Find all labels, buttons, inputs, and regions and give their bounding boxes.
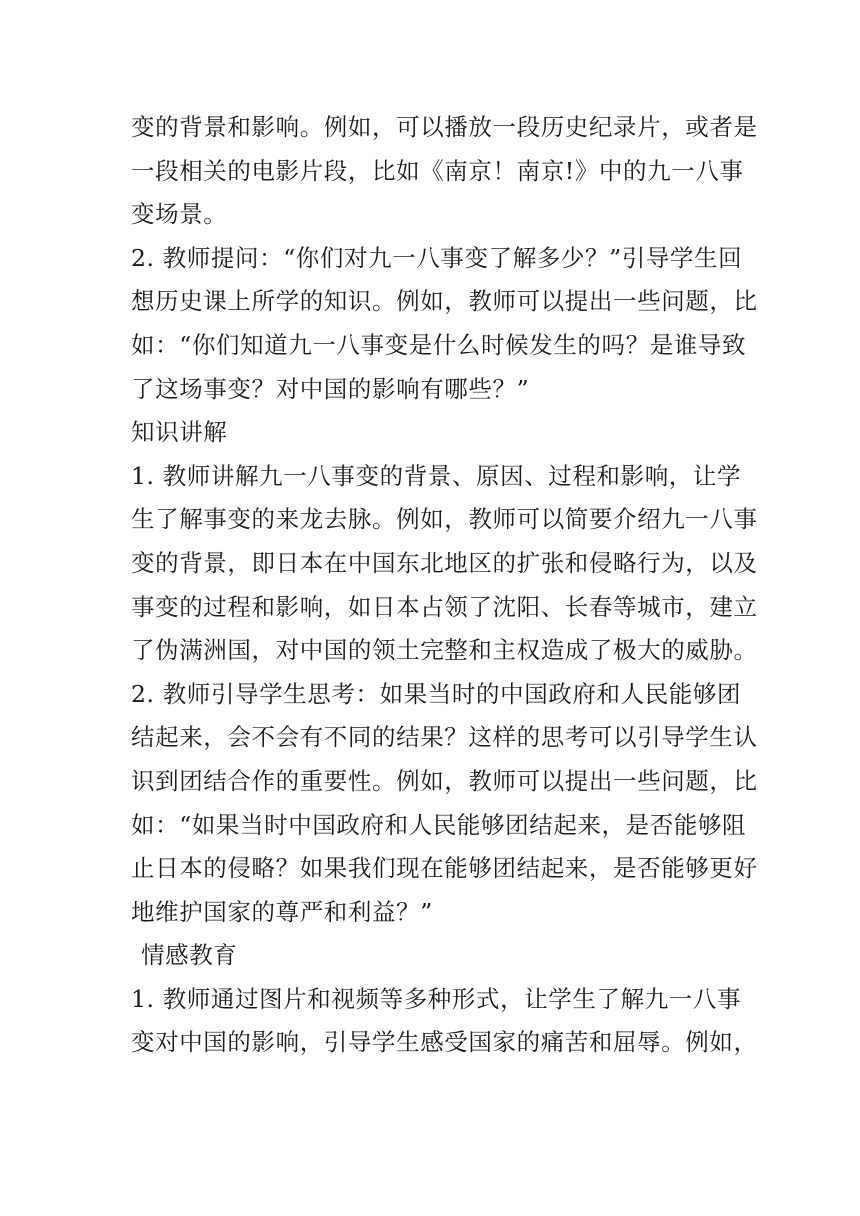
section-heading: 知识讲解	[131, 418, 228, 447]
section-heading: 情感教育	[141, 941, 238, 970]
text-line: 想历史课上所学的知识。例如，教师可以提出一些问题，比	[131, 287, 758, 316]
text-line: 如：“你们知道九一八事变是什么时候发生的吗？是谁导致	[131, 330, 747, 359]
text-line: 生了解事变的来龙去脉。例如，教师可以简要介绍九一八事	[131, 505, 758, 534]
text-line: 1. 教师讲解九一八事变的背景、原因、过程和影响，让学	[131, 461, 742, 490]
text-line: 1. 教师通过图片和视频等多种形式，让学生了解九一八事	[131, 984, 742, 1013]
text-line: 地维护国家的尊严和利益？”	[131, 897, 433, 926]
text-line: 如：“如果当时中国政府和人民能够团结起来，是否能够阻	[131, 810, 747, 839]
text-line: 了伪满洲国，对中国的领土完整和主权造成了极大的威胁。	[131, 636, 758, 665]
text-line: 一段相关的电影片段，比如《南京！南京!》中的九一八事	[131, 156, 744, 185]
text-line: 识到团结合作的重要性。例如，教师可以提出一些问题，比	[131, 766, 758, 795]
text-line: 事变的过程和影响，如日本占领了沈阳、长春等城市，建立	[131, 592, 758, 621]
text-line: 变的背景和影响。例如，可以播放一段历史纪录片，或者是	[131, 113, 758, 141]
text-line: 止日本的侵略？如果我们现在能够团结起来，是否能够更好	[131, 854, 758, 883]
text-line: 变的背景，即日本在中国东北地区的扩张和侵略行为，以及	[131, 548, 758, 577]
document-body	[131, 106, 758, 1065]
text-line: 2. 教师引导学生思考：如果当时的中国政府和人民能够团	[131, 679, 742, 708]
text-line: 结起来，会不会有不同的结果？这样的思考可以引导学生认	[131, 723, 758, 752]
text-line: 2. 教师提问：“你们对九一八事变了解多少？”引导学生回	[131, 243, 743, 272]
text-line: 变场景。	[131, 200, 228, 229]
text-line: 了这场事变？对中国的影响有哪些？”	[131, 374, 530, 403]
text-line: 变对中国的影响，引导学生感受国家的痛苦和屈辱。例如，	[131, 1028, 758, 1057]
